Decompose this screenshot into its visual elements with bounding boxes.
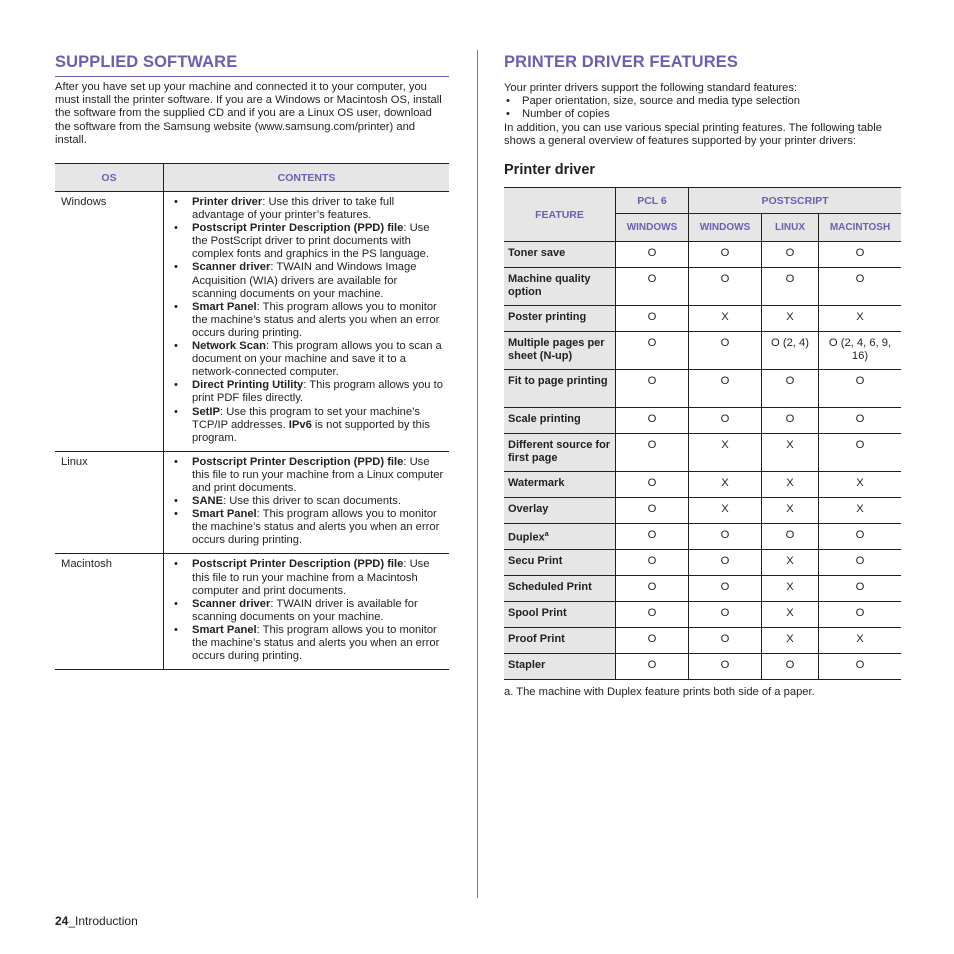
feature-name-cell: [504, 524, 616, 550]
support-cell: O: [819, 524, 902, 550]
support-cell: O: [819, 408, 902, 434]
software-name: Scanner driver: [192, 597, 271, 610]
list-item: [170, 340, 445, 379]
page-footer: [55, 914, 138, 928]
support-cell: O: [819, 654, 902, 680]
os-cell: Windows: [55, 192, 164, 452]
feature-name: Duplex: [508, 531, 545, 544]
bullet-icon: •: [174, 455, 178, 468]
software-description: : TWAIN driver is available for scanning documents on your machine.: [192, 597, 418, 623]
software-name: Postscript Printer Description (PPD) file: [192, 222, 404, 235]
support-cell: O: [616, 524, 689, 550]
feature-name-cell: [504, 654, 616, 680]
support-cell: X: [819, 498, 902, 524]
software-name: SetIP: [192, 405, 220, 418]
feature-name-cell: [504, 576, 616, 602]
support-cell: O: [616, 242, 689, 268]
table-row: [504, 306, 901, 332]
contents-column-header: CONTENTS: [164, 164, 450, 192]
list-item: [170, 196, 445, 222]
feature-name: Multiple pages per sheet (N-up): [508, 337, 605, 362]
support-cell: X: [689, 306, 762, 332]
support-cell: O: [616, 306, 689, 332]
feature-name: Toner save: [508, 247, 566, 260]
bullet-icon: •: [174, 379, 178, 392]
software-table: [55, 163, 449, 670]
feature-name: Watermark: [508, 477, 565, 490]
table-row: [504, 408, 901, 434]
feature-name-cell: [504, 434, 616, 472]
table-row: [504, 472, 901, 498]
support-cell: O: [689, 576, 762, 602]
software-list: [170, 456, 445, 548]
feature-name: Proof Print: [508, 633, 565, 646]
support-cell: O: [689, 628, 762, 654]
feature-name: Secu Print: [508, 555, 563, 568]
postscript-group-header: POSTSCRIPT: [689, 188, 902, 214]
software-description: : Use this file to run your machine from a Macintosh computer and print documents.: [192, 558, 430, 597]
bullet-icon: •: [174, 597, 178, 610]
software-table-body: [55, 192, 449, 670]
contents-cell: [164, 192, 450, 452]
software-description: : Use this program to set your machine’s TCP/IP addresses.: [192, 405, 420, 431]
feature-name-cell: [504, 268, 616, 306]
software-name: Postscript Printer Description (PPD) file: [192, 455, 404, 468]
support-cell: O: [762, 268, 819, 306]
feature-name: Stapler: [508, 659, 546, 672]
support-cell: O: [616, 268, 689, 306]
feature-name: Machine quality option: [508, 273, 591, 298]
support-cell: X: [689, 472, 762, 498]
feature-name: Overlay: [508, 503, 549, 516]
list-item: [170, 379, 445, 405]
supplied-software-section: [55, 50, 449, 670]
software-description: : Use this file to run your machine from a Linux computer and print documents.: [192, 455, 444, 494]
support-cell: O: [819, 268, 902, 306]
list-item: [170, 508, 445, 547]
support-cell: O: [616, 332, 689, 370]
support-cell: O: [819, 576, 902, 602]
table-row: [55, 451, 449, 554]
pcl6-windows-header: WINDOWS: [616, 214, 689, 242]
support-cell: O: [616, 472, 689, 498]
features-table-body: [504, 242, 901, 680]
printer-driver-features-section: [504, 50, 901, 699]
software-note-bold: IPv6: [288, 418, 312, 431]
software-name: Postscript Printer Description (PPD) file: [192, 558, 404, 571]
list-item: [170, 598, 445, 624]
support-cell: O: [616, 654, 689, 680]
support-cell: O: [819, 370, 902, 408]
support-cell: O: [689, 654, 762, 680]
support-cell: O: [819, 242, 902, 268]
table-row: [504, 434, 901, 472]
feature-name-cell: [504, 242, 616, 268]
list-item-text: Paper orientation, size, source and media type selection: [522, 95, 800, 108]
support-cell: O: [689, 268, 762, 306]
software-description: : This program allows you to monitor the machine’s status and alerts you when an error occurs during printing.: [192, 300, 440, 339]
feature-column-header: FEATURE: [504, 188, 616, 242]
support-cell: X: [689, 498, 762, 524]
table-row: [504, 602, 901, 628]
support-cell: O: [616, 408, 689, 434]
feature-name: Different source for first page: [508, 439, 611, 464]
list-item: [170, 456, 445, 495]
features-intro-2: In addition, you can use various special printing features. The following table shows a general overview of features supported by your printer drivers:: [504, 121, 882, 147]
pcl6-group-header: PCL 6: [616, 188, 689, 214]
footnote-marker: a: [544, 531, 549, 539]
software-name: Smart Panel: [192, 508, 257, 521]
contents-cell: [164, 554, 450, 670]
software-description: : This program allows you to scan a document on your machine and save it to a network-connected computer.: [192, 340, 442, 379]
support-cell: X: [819, 628, 902, 654]
software-description: : TWAIN and Windows Image Acquisition (WIA) drivers are available for scanning documents on your machine.: [192, 261, 417, 300]
bullet-icon: •: [174, 300, 178, 313]
list-item: [504, 95, 901, 108]
support-cell: O: [616, 498, 689, 524]
support-cell: X: [819, 306, 902, 332]
feature-name: Scheduled Print: [508, 581, 592, 594]
support-cell: O: [762, 370, 819, 408]
support-cell: X: [762, 472, 819, 498]
features-table: [504, 187, 901, 680]
software-name: Smart Panel: [192, 300, 257, 313]
support-cell: O: [616, 434, 689, 472]
support-cell: X: [762, 550, 819, 576]
table-row: [504, 498, 901, 524]
table-row: [504, 550, 901, 576]
page-number: 24: [55, 914, 69, 928]
table-row: [504, 332, 901, 370]
table-row: [55, 192, 449, 452]
support-cell: X: [762, 602, 819, 628]
software-table-header: [55, 164, 449, 192]
bullet-icon: •: [506, 108, 510, 121]
feature-name-cell: [504, 472, 616, 498]
feature-name-cell: [504, 550, 616, 576]
os-cell: Macintosh: [55, 554, 164, 670]
bullet-icon: •: [174, 340, 178, 353]
software-description: : This program allows you to monitor the machine’s status and alerts you when an error occurs during printing.: [192, 623, 440, 663]
table-row: [504, 654, 901, 680]
support-cell: O: [616, 550, 689, 576]
list-item: [170, 558, 445, 597]
printer-driver-subheading: Printer driver: [504, 162, 596, 179]
software-name: Smart Panel: [192, 623, 257, 636]
footnote: a. The machine with Duplex feature prints both side of a paper.: [504, 686, 815, 699]
list-item: [504, 108, 901, 121]
support-cell: O (2, 4, 6, 9, 16): [819, 332, 902, 370]
list-item: [170, 495, 445, 508]
bullet-icon: •: [174, 623, 178, 636]
support-cell: X: [762, 628, 819, 654]
ps-macintosh-header: MACINTOSH: [819, 214, 902, 242]
table-row: [504, 524, 901, 550]
software-list: [170, 558, 445, 663]
support-cell: X: [762, 306, 819, 332]
support-cell: O: [689, 370, 762, 408]
support-cell: O: [762, 524, 819, 550]
support-cell: O: [689, 408, 762, 434]
support-cell: O: [689, 602, 762, 628]
feature-name: Fit to page printing: [508, 375, 608, 388]
feature-name-cell: [504, 370, 616, 408]
bullet-icon: •: [174, 405, 178, 418]
feature-name-cell: [504, 602, 616, 628]
os-column-header: OS: [55, 164, 164, 192]
bullet-icon: •: [174, 495, 178, 508]
support-cell: O: [689, 332, 762, 370]
software-list: [170, 196, 445, 445]
bullet-icon: •: [174, 222, 178, 235]
list-item: [170, 406, 445, 445]
os-cell: Linux: [55, 451, 164, 554]
column-divider: [477, 50, 478, 898]
feature-name: Spool Print: [508, 607, 567, 620]
list-item: [170, 301, 445, 340]
list-item-text: Number of copies: [522, 108, 610, 121]
support-cell: O: [616, 576, 689, 602]
support-cell: O: [762, 654, 819, 680]
standard-features-list: [504, 95, 901, 121]
table-row: [504, 242, 901, 268]
table-row: [504, 268, 901, 306]
ps-windows-header: WINDOWS: [689, 214, 762, 242]
list-item: [170, 261, 445, 300]
support-cell: O: [616, 628, 689, 654]
feature-name-cell: [504, 332, 616, 370]
bullet-icon: •: [174, 558, 178, 571]
feature-name-cell: [504, 306, 616, 332]
table-row: [504, 576, 901, 602]
supplied-software-heading: SUPPLIED SOFTWARE: [55, 50, 449, 77]
bullet-icon: •: [174, 196, 178, 209]
software-name: Network Scan: [192, 340, 266, 353]
feature-name: Poster printing: [508, 311, 587, 324]
support-cell: O: [689, 242, 762, 268]
support-cell: O: [689, 524, 762, 550]
supplied-software-intro: After you have set up your machine and connected it to your computer, you must install the printer software. If you are a Windows or Macintosh OS, install the software from the supplied CD and if you are a Linux OS user, download the software from the Samsung website (www.samsung.com/printer) and install.: [55, 81, 442, 146]
list-item: [170, 624, 445, 663]
contents-cell: [164, 451, 450, 554]
list-item: [170, 222, 445, 261]
feature-name-cell: [504, 408, 616, 434]
support-cell: O (2, 4): [762, 332, 819, 370]
support-cell: X: [762, 498, 819, 524]
software-description: : Use this driver to scan documents.: [223, 495, 401, 508]
bullet-icon: •: [506, 95, 510, 108]
support-cell: O: [819, 550, 902, 576]
bullet-icon: •: [174, 261, 178, 274]
table-row: [55, 554, 449, 670]
support-cell: O: [616, 370, 689, 408]
software-name: Direct Printing Utility: [192, 379, 304, 392]
section-name: _Introduction: [68, 914, 138, 928]
printer-driver-features-heading: PRINTER DRIVER FEATURES: [504, 53, 738, 71]
ps-linux-header: LINUX: [762, 214, 819, 242]
feature-name: Scale printing: [508, 413, 581, 426]
software-description: : This program allows you to monitor the machine’s status and alerts you when an error occurs during printing.: [192, 508, 440, 547]
software-description: : Use the PostScript driver to print documents with complex fonts and graphics in the PS language.: [192, 222, 430, 261]
support-cell: O: [689, 550, 762, 576]
support-cell: O: [819, 434, 902, 472]
software-name: SANE: [192, 495, 224, 508]
table-row: [504, 628, 901, 654]
support-cell: O: [762, 242, 819, 268]
software-description: : Use this driver to take full advantage of your printer’s features.: [192, 196, 395, 222]
software-description: : This program allows you to print PDF files directly.: [192, 379, 443, 405]
support-cell: X: [762, 576, 819, 602]
feature-name-cell: [504, 628, 616, 654]
support-cell: X: [762, 434, 819, 472]
software-name: Printer driver: [192, 196, 263, 209]
features-intro: Your printer drivers support the following standard features:: [504, 82, 798, 94]
bullet-icon: •: [174, 508, 178, 521]
feature-name-cell: [504, 498, 616, 524]
software-name: Scanner driver: [192, 261, 271, 274]
features-table-group-header: [504, 188, 901, 214]
table-row: [504, 370, 901, 408]
support-cell: O: [762, 408, 819, 434]
support-cell: X: [819, 472, 902, 498]
software-note: is not supported by this program.: [192, 418, 430, 444]
support-cell: O: [819, 602, 902, 628]
support-cell: O: [616, 602, 689, 628]
support-cell: X: [689, 434, 762, 472]
